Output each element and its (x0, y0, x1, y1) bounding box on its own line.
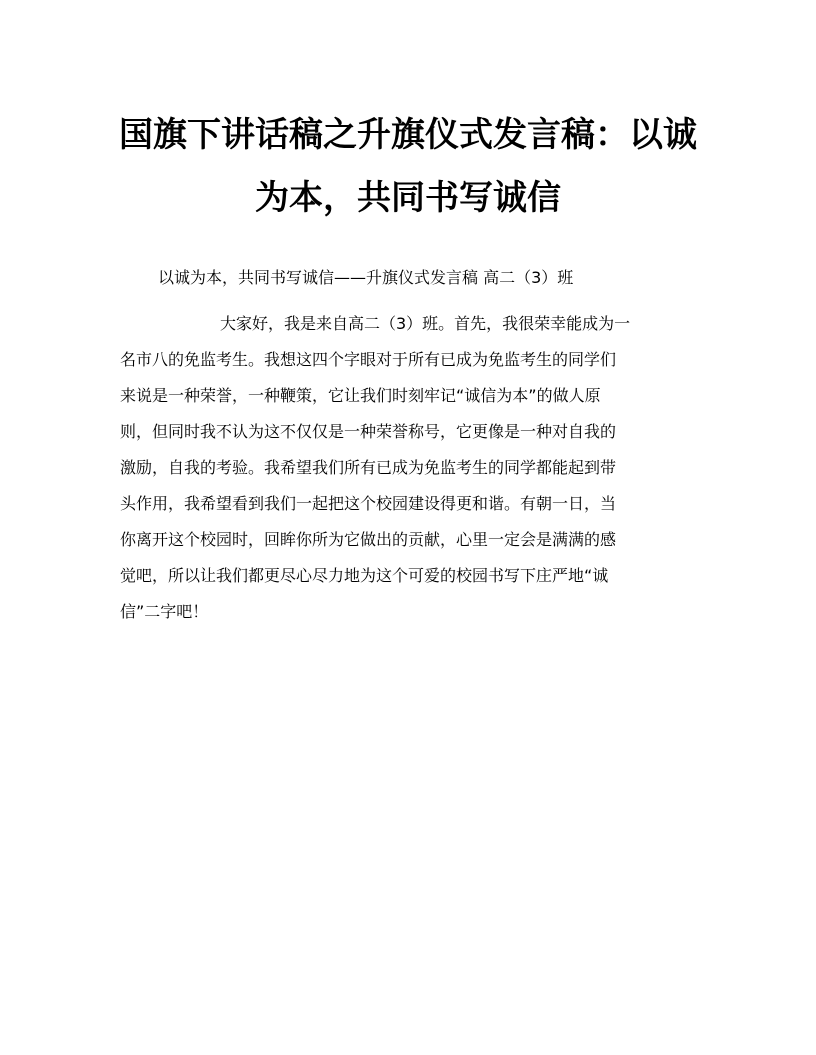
body-line: 头作用，我希望看到我们一起把这个校园建设得更和谐。有朝一日，当 (120, 494, 617, 513)
document-subtitle: 以诚为本，共同书写诚信——升旗仪式发言稿 高二（3）班 (158, 268, 574, 287)
page-title (112, 104, 704, 230)
speech-body (120, 306, 704, 630)
body-line: 觉吧，所以让我们都更尽心尽力地为这个可爱的校园书写下庄严地“诚 (120, 566, 609, 585)
body-line: 信”二字吧！ (120, 602, 209, 621)
body-line: 来说是一种荣誉，一种鞭策，它让我们时刻牢记“诚信为本”的做人原 (120, 386, 601, 405)
body-line: 则，但同时我不认为这不仅仅是一种荣誉称号，它更像是一种对自我的 (120, 422, 617, 441)
body-line: 你离开这个校园时，回眸你所为它做出的贡献，心里一定会是满满的感 (120, 530, 617, 549)
body-line: 名市八的免监考生。我想这四个字眼对于所有已成为免监考生的同学们 (120, 350, 617, 369)
title-line-2: 为本，共同书写诚信 (255, 178, 561, 218)
body-line: 激励，自我的考验。我希望我们所有已成为免监考生的同学都能起到带 (120, 458, 617, 477)
body-line: 大家好，我是来自高二（3）班。首先，我很荣幸能成为一 (220, 314, 631, 333)
title-line-1: 国旗下讲话稿之升旗仪式发言稿：以诚 (119, 115, 697, 155)
